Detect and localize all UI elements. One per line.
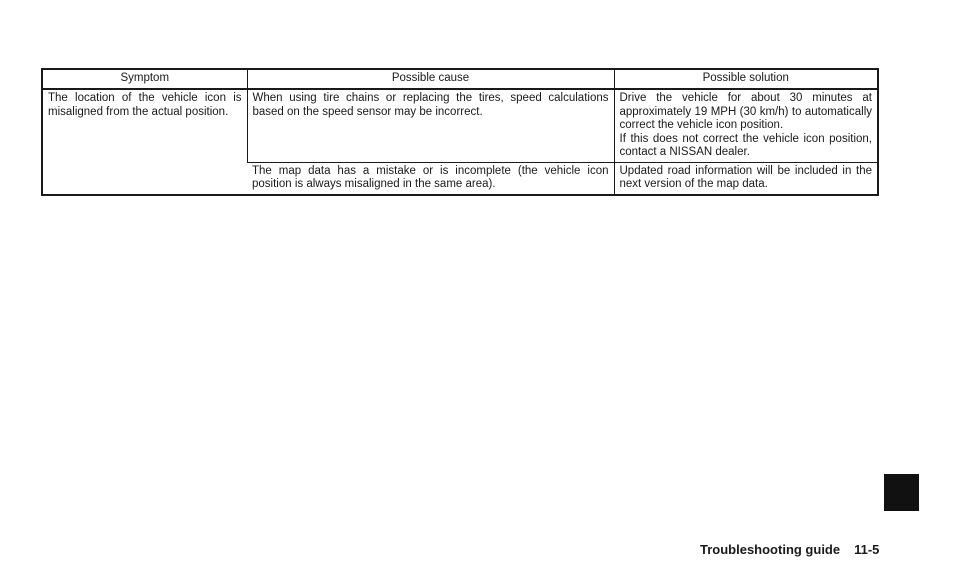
symptom-cell: The location of the vehicle icon is misaligned from the actual position. xyxy=(42,89,247,195)
troubleshooting-table-container xyxy=(41,68,877,196)
header-possible-solution: Possible solution xyxy=(614,69,878,89)
troubleshooting-table xyxy=(41,68,879,196)
solution-line: Updated road information will be included in the next version of the map data. xyxy=(619,164,872,190)
solution-line: Drive the vehicle for about 30 minutes at approximately 19 MPH (30 km/h) to automatically correct the vehicle icon position. xyxy=(619,92,872,131)
solution-line: If this does not correct the vehicle icon position, contact a NISSAN dealer. xyxy=(619,132,872,158)
table-header-row xyxy=(42,69,878,89)
solution-cell xyxy=(614,162,878,195)
footer-section-title: Troubleshooting guide xyxy=(700,542,841,557)
page-footer xyxy=(700,542,879,557)
header-symptom: Symptom xyxy=(42,69,247,89)
cause-cell: The map data has a mistake or is incomplete (the vehicle icon position is always misaligned in the same area). xyxy=(247,162,614,195)
solution-cell xyxy=(614,89,878,162)
footer-page-number: 11-5 xyxy=(854,542,880,557)
cause-cell: When using tire chains or replacing the tires, speed calculations based on the speed sensor may be incorrect. xyxy=(247,89,614,162)
section-tab-marker xyxy=(884,474,919,511)
header-possible-cause: Possible cause xyxy=(247,69,614,89)
table-row xyxy=(42,89,878,162)
